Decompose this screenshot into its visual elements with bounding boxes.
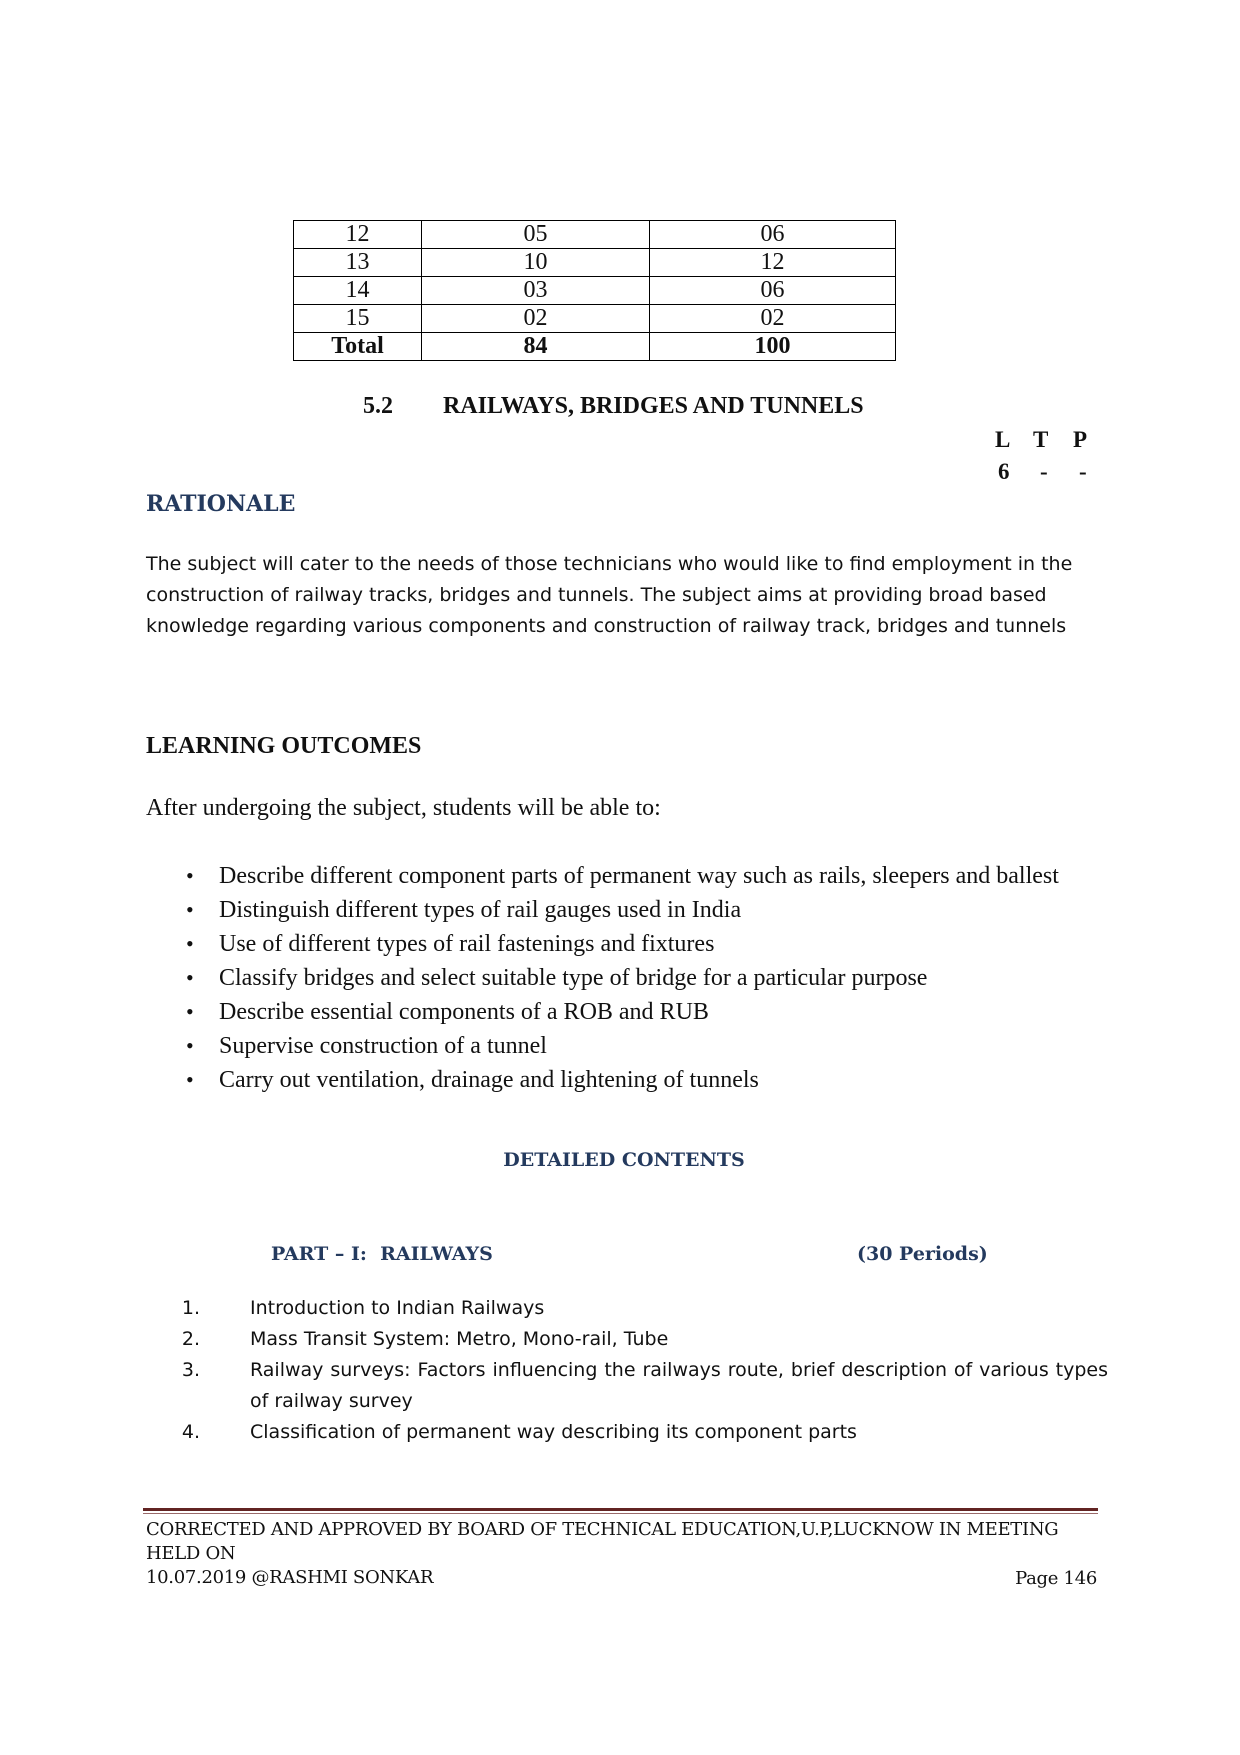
list-item-text: Classify bridges and select suitable type of bridge for a particular purpose [219,965,928,991]
bullet-icon: • [186,999,194,1024]
table-cell: 06 [650,221,896,249]
rationale-line: construction of railway tracks, bridges and tunnels. The subject aims at providing broad based [146,584,1047,606]
bullet-icon: • [186,863,194,888]
learning-outcomes-heading: LEARNING OUTCOMES [146,733,422,759]
table-cell: 02 [650,305,896,333]
bullet-icon: • [186,1033,194,1058]
page-number: Page 146 [1015,1568,1097,1589]
bullet-icon: • [186,897,194,922]
footer-rule-thin [143,1513,1098,1514]
table-cell: 100 [650,333,896,361]
list-item [146,927,1059,961]
list-item-number: 4. [181,1421,200,1443]
footer-line: CORRECTED AND APPROVED BY BOARD OF TECHNICAL EDUCATION,U.P,LUCKNOW IN MEETING HELD ON [146,1519,1059,1564]
table-cell: 13 [294,249,422,277]
rationale-line: The subject will cater to the needs of those technicians who would like to find employment in the [146,553,1073,575]
list-item [140,1293,1108,1324]
table-row [294,221,896,249]
marks-distribution-table [293,220,896,361]
list-item [146,995,1059,1029]
table-row [294,305,896,333]
learning-outcomes-list [146,859,1059,1097]
list-item [140,1324,1108,1355]
list-item [140,1355,1108,1417]
list-item-number: 2. [181,1328,200,1350]
learning-outcomes-intro: After undergoing the subject, students will be able to: [146,795,661,821]
table-cell: 02 [422,305,650,333]
part-periods: (30 Periods) [857,1243,988,1265]
table-cell: 15 [294,305,422,333]
footer-rule-thick [143,1508,1098,1511]
bullet-icon: • [186,1067,194,1092]
list-item-text: Distinguish different types of rail gauges used in India [219,897,742,923]
ltp-header-l: L [995,427,1011,452]
table-cell: Total [294,333,422,361]
list-item-text: Mass Transit System: Metro, Mono-rail, Tube [250,1328,669,1350]
list-item-text: Describe different component parts of permanent way such as rails, sleepers and ballest [219,863,1059,889]
table-cell: 03 [422,277,650,305]
list-item [146,1063,1059,1097]
table-total-row [294,333,896,361]
table-cell: 12 [294,221,422,249]
list-item [146,893,1059,927]
list-item-text: Use of different types of rail fastenings and fixtures [219,931,715,957]
bullet-icon: • [186,931,194,956]
footer-approval [146,1518,1106,1590]
list-item-text: Carry out ventilation, drainage and lightening of tunnels [219,1067,759,1093]
list-item [146,1029,1059,1063]
table-cell: 06 [650,277,896,305]
list-item [146,859,1059,893]
rationale-heading: RATIONALE [146,491,296,517]
subject-title: RAILWAYS, BRIDGES AND TUNNELS [443,393,864,419]
list-item-text: Railway surveys: Factors influencing the railways route, brief description of various types of railway survey [250,1359,1108,1412]
list-item-text: Supervise construction of a tunnel [219,1033,547,1059]
list-item-text: Introduction to Indian Railways [250,1297,545,1319]
table-cell: 12 [650,249,896,277]
ltp-header-p: P [1073,427,1088,452]
rationale-text [146,549,1106,642]
ltp-block [995,427,1105,491]
list-item [140,1417,1108,1448]
ltp-header-t: T [1033,427,1049,452]
contents-list [140,1293,1108,1448]
ltp-value-l: 6 [998,459,1010,484]
list-item-number: 3. [181,1359,200,1381]
table-row [294,277,896,305]
detailed-contents-heading: DETAILED CONTENTS [503,1149,745,1171]
table-cell: 84 [422,333,650,361]
footer-line: 10.07.2019 @RASHMI SONKAR [146,1567,434,1588]
rationale-line: knowledge regarding various components and construction of railway track, bridges and tunnels [146,615,1067,637]
table-cell: 14 [294,277,422,305]
table-cell: 10 [422,249,650,277]
list-item-text: Classification of permanent way describing its component parts [250,1421,857,1443]
part-title: PART – I: RAILWAYS [271,1243,493,1265]
bullet-icon: • [186,965,194,990]
ltp-value-t: - [1040,459,1048,484]
list-item-text: Describe essential components of a ROB and RUB [219,999,709,1025]
ltp-value-p: - [1079,459,1087,484]
table-row [294,249,896,277]
list-item [146,961,1059,995]
subject-number: 5.2 [363,393,393,419]
list-item-number: 1. [181,1297,200,1319]
table-cell: 05 [422,221,650,249]
